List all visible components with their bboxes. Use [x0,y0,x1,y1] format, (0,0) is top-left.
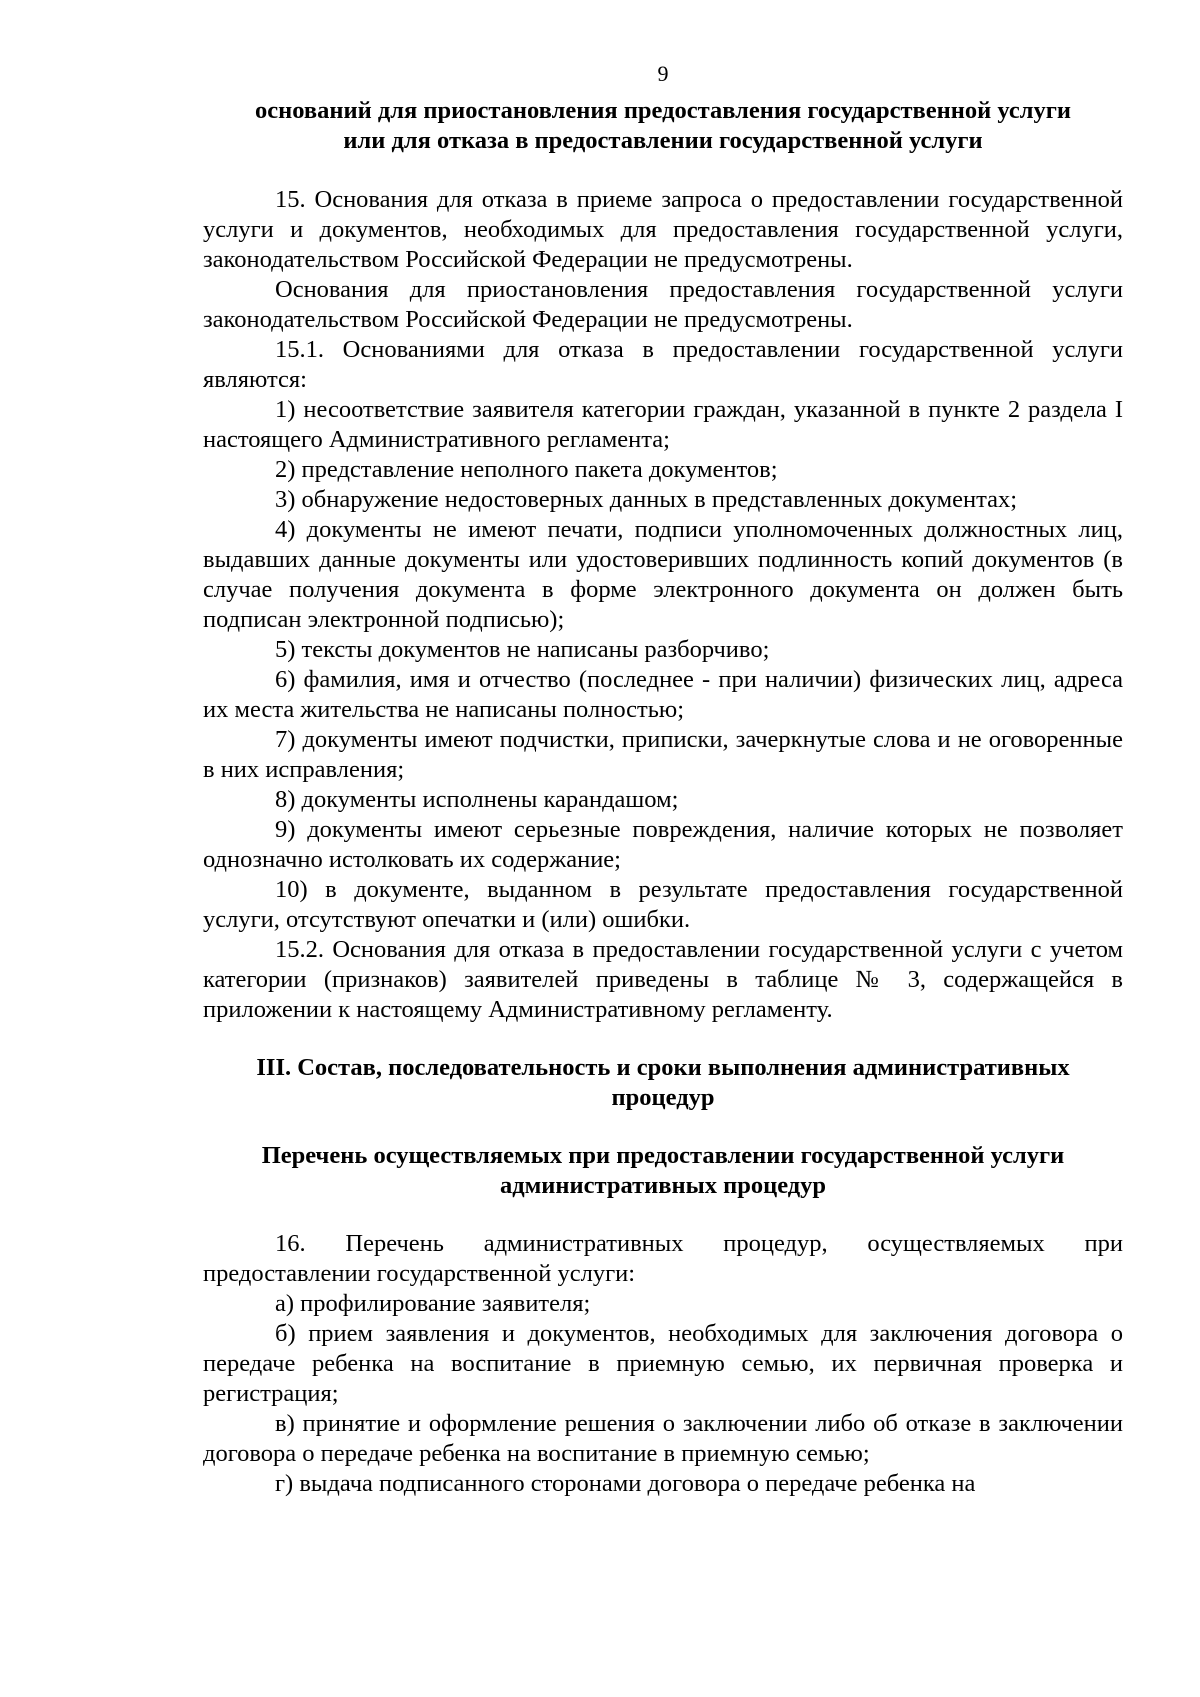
paragraph-16: 16. Перечень административных процедур, осуществляемых при предоставлении государственной услуги: [203,1230,1123,1287]
paragraph-15: 15. Основания для отказа в приеме запроса о предоставлении государственной услуги и документов, необходимых для предоставления государственной услуги, законодательством Российской Федерации не предусмотрены. [203,186,1123,273]
procedure-item-v: в) принятие и оформление решения о заключении либо об отказе в заключении договора о передаче ребенка на воспитание в приемную семью; [203,1410,1123,1467]
list-item-3: 3) обнаружение недостоверных данных в представленных документах; [275,486,1018,513]
list-item-10: 10) в документе, выданном в результате предоставления государственной услуги, отсутствуют опечатки и (или) ошибки. [203,876,1123,933]
list-item-4: 4) документы не имеют печати, подписи уполномоченных должностных лиц, выдавших данные документы или удостоверивших подлинность копий документов (в случае получения документа в форме электронного документа он должен быть подписан электронной подписью); [203,516,1123,633]
sub-heading [203,1141,1123,1201]
procedure-item-a: а) профилирование заявителя; [275,1290,591,1317]
top-heading [203,96,1123,156]
paragraph-group-a [203,185,1123,1025]
list-item-7: 7) документы имеют подчистки, приписки, зачеркнутые слова и не оговоренные в них исправления; [203,726,1123,783]
list-item-9: 9) документы имеют серьезные повреждения, наличие которых не позволяет однозначно истолковать их содержание; [203,816,1123,873]
paragraph-15-2: 15.2. Основания для отказа в предоставлении государственной услуги с учетом категории (признаков) заявителей приведены в таблице № 3, содержащейся в приложении к настоящему Административному регламенту. [203,936,1123,1023]
paragraph-15-1: 15.1. Основаниями для отказа в предоставлении государственной услуги являются: [203,336,1123,393]
list-item-2: 2) представление неполного пакета документов; [275,456,778,483]
paragraph-group-b [203,1229,1123,1499]
document-page [203,60,1123,1499]
procedure-item-b: б) прием заявления и документов, необходимых для заключения договора о передаче ребенка на воспитание в приемную семью, их первичная проверка и регистрация; [203,1320,1123,1407]
list-item-1: 1) несоответствие заявителя категории граждан, указанной в пункте 2 раздела I настоящего Административного регламента; [203,396,1123,453]
top-heading-line-1: оснований для приостановления предоставления государственной услуги [255,97,1071,124]
section-heading [203,1053,1123,1113]
list-item-6: 6) фамилия, имя и отчество (последнее - при наличии) физических лиц, адреса их места жительства не написаны полностью; [203,666,1123,723]
top-heading-line-2: или для отказа в предоставлении государственной услуги [343,127,983,154]
section-heading-line-2: процедур [611,1084,715,1111]
list-item-8: 8) документы исполнены карандашом; [275,786,679,813]
paragraph-suspension: Основания для приостановления предоставления государственной услуги законодательством Российской Федерации не предусмотрены. [203,276,1123,333]
sub-heading-line-1: Перечень осуществляемых при предоставлении государственной услуги [261,1142,1065,1169]
procedure-item-g: г) выдача подписанного сторонами договора о передаче ребенка на [275,1470,976,1497]
section-heading-line-1: III. Состав, последовательность и сроки выполнения административных [256,1054,1070,1081]
sub-heading-line-2: административных процедур [499,1172,827,1199]
page-number: 9 [657,61,669,86]
list-item-5: 5) тексты документов не написаны разборчиво; [275,636,770,663]
